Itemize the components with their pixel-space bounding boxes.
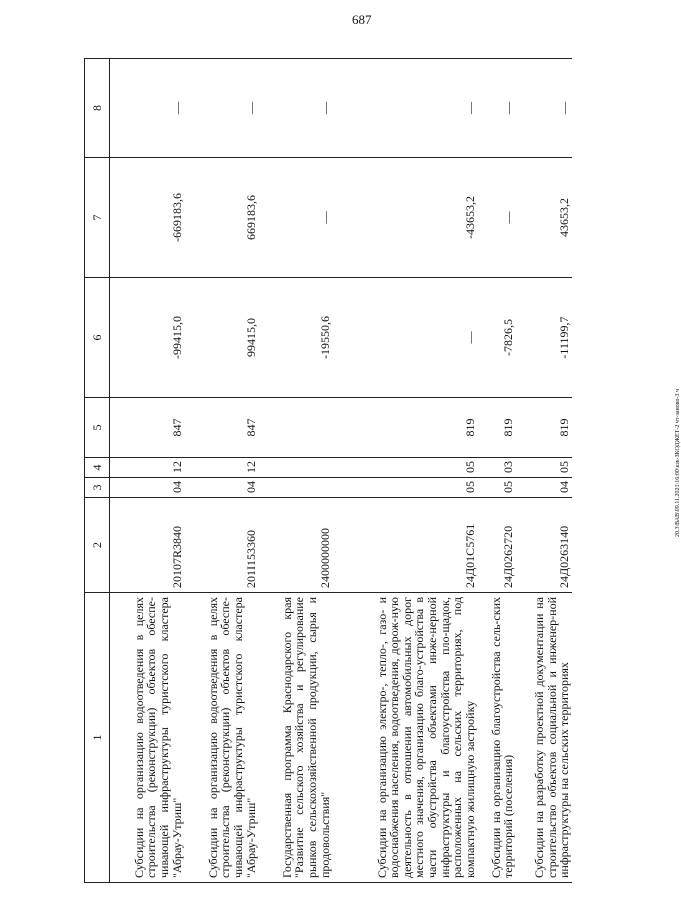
- column-header: 6: [85, 278, 110, 398]
- row-kvr: 819: [477, 398, 515, 458]
- row-value-8: —: [477, 59, 515, 158]
- row-kvr: 847: [110, 398, 185, 458]
- column-header: 4: [85, 458, 110, 478]
- row-description: Субсидии на организацию водоотведения в целях строительства (реконструкции) объектов обеспе-чивающей инфраструктуры туристского кластера "Абрау-Утриш": [110, 593, 185, 883]
- table-header-row: [85, 59, 110, 883]
- page-number: 687: [352, 12, 372, 27]
- row-description: Субсидии на организацию электро-, тепло-, газо- и водоснабжения населения, водоотведения, дорож-ную деятельность в отношении автомобильных дорог местного значения, организацию благо-устройства в части обустройства объектами инже-нерной инфраструктуры и благоустройства пло-щадок, расположенных на сельских территориях, под компактную жилищную застройку: [332, 593, 477, 883]
- table-row: [477, 59, 515, 883]
- row-code: 20107R3840: [110, 498, 185, 593]
- row-subsection: 05: [332, 458, 477, 478]
- row-kvr: 819: [332, 398, 477, 458]
- row-section: 05: [477, 478, 515, 498]
- row-value-8: —: [332, 59, 477, 158]
- row-description: Субсидии на организацию благоустройства сель-ских территорий (поселения): [477, 593, 515, 883]
- row-section: 04: [110, 478, 185, 498]
- row-value-6: -11199,7: [516, 278, 572, 398]
- row-code: 24Д0263140: [516, 498, 572, 593]
- table-row: [184, 59, 258, 883]
- side-note: 20.3\ВАВ\09.11.2021\16:00\кзк-ЗКОДЖЕТ-2 чт-заново-3 ч: [675, 388, 681, 538]
- budget-table-wrapper: [84, 59, 572, 883]
- row-value-7: —: [477, 158, 515, 278]
- row-value-7: -43653,2: [332, 158, 477, 278]
- row-value-7: 669183,6: [184, 158, 258, 278]
- row-section: 04: [516, 478, 572, 498]
- column-header: 1: [85, 593, 110, 883]
- table-row: [258, 59, 332, 883]
- row-kvr: 819: [516, 398, 572, 458]
- row-value-6: -99415,0: [110, 278, 185, 398]
- row-value-7: -669183,6: [110, 158, 185, 278]
- row-code: 24Д01С5761: [332, 498, 477, 593]
- row-description: Государственная программа Краснодарского края "Развитие сельского хозяйства и регулирование рынков сельскохозяйственной продукции, сырья и продовольствия": [258, 593, 332, 883]
- row-value-7: 43653,2: [516, 158, 572, 278]
- row-subsection: 12: [184, 458, 258, 478]
- row-code: 2400000000: [258, 498, 332, 593]
- row-subsection: 05: [516, 458, 572, 478]
- column-header: 7: [85, 158, 110, 278]
- row-value-6: 99415,0: [184, 278, 258, 398]
- row-section: 05: [332, 478, 477, 498]
- row-subsection: [258, 458, 332, 478]
- row-value-8: —: [184, 59, 258, 158]
- column-header: 8: [85, 59, 110, 158]
- column-header: 2: [85, 498, 110, 593]
- table-row: [516, 59, 572, 883]
- row-description: Субсидии на организацию водоотведения в целях строительства (реконструкции) объектов обеспе-чивающей инфраструктуры туристского кластера "Абрау-Утриш": [184, 593, 258, 883]
- table-row: [332, 59, 477, 883]
- row-description: Субсидии на разработку проектной документации на строительство объектов социальной и инженер-ной инфраструктуры на сельских территориях: [516, 593, 572, 883]
- row-value-8: —: [258, 59, 332, 158]
- row-value-7: —: [258, 158, 332, 278]
- row-value-6: —: [332, 278, 477, 398]
- row-code: 201I153360: [184, 498, 258, 593]
- column-header: 3: [85, 478, 110, 498]
- budget-table: [84, 58, 572, 883]
- row-code: 24Д0262720: [477, 498, 515, 593]
- row-subsection: 12: [110, 458, 185, 478]
- table-row: [110, 59, 185, 883]
- column-header: 5: [85, 398, 110, 458]
- row-value-6: -7826,5: [477, 278, 515, 398]
- row-kvr: [258, 398, 332, 458]
- row-value-6: -19550,6: [258, 278, 332, 398]
- row-section: [258, 478, 332, 498]
- row-kvr: 847: [184, 398, 258, 458]
- row-section: 04: [184, 478, 258, 498]
- row-value-8: —: [110, 59, 185, 158]
- row-subsection: 03: [477, 458, 515, 478]
- row-value-8: —: [516, 59, 572, 158]
